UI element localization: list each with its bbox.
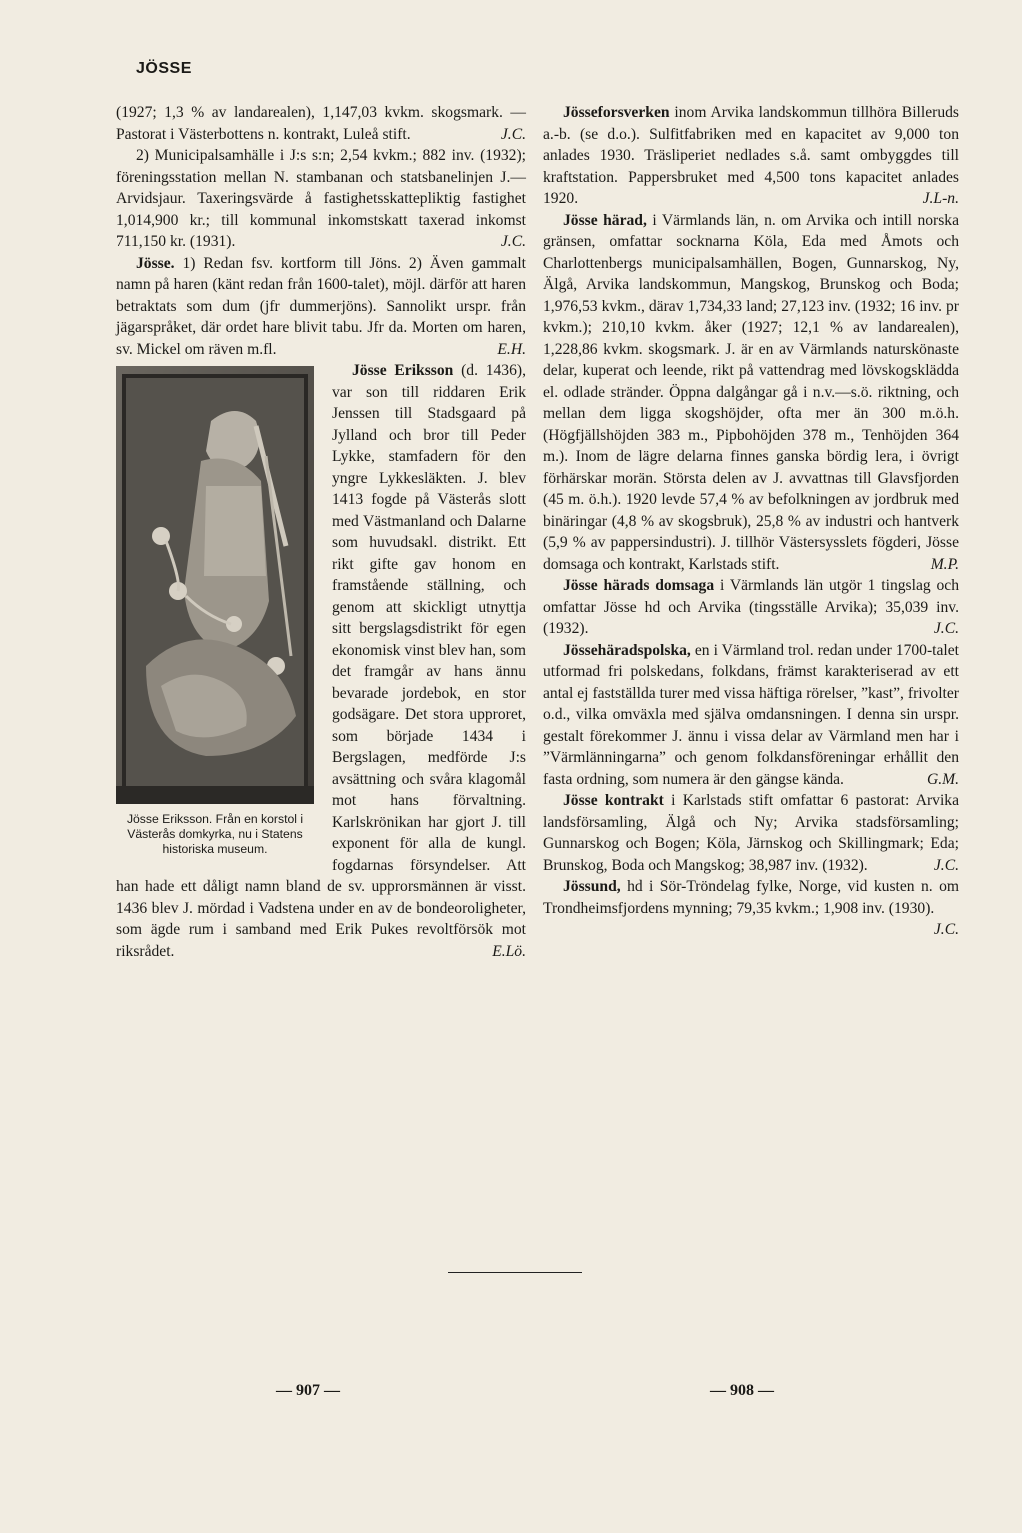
author-signature: M.P. (930, 555, 959, 573)
page-number-left: — 907 — (276, 1382, 340, 1399)
entry-text: i Värmlands län, n. om Arvika och intill norska gränsen, omfattar socknarna Köla, Eda med Åmots och Charlottenbergs municipalsamhällen, Bogen, Gunnarskog, Ny, Älgå, Arvika landskommun, Mangskog, Brunskog och Boda; 1,976,53 kvkm., därav 1,734,33 land; 27,123 inv. (1932; 16 inv. pr kvkm.); 210,10 kvkm. åker (1927; 12,1 % av landarealen), 1,228,86 kvkm. skogsmark. J. är en av Värmlands naturskönaste delar, kuperat och leende, rikt på vattendrag med lövskogsklädda el. odlade stränder. Öppna dalgångar gå i n.v.—s.ö. riktning, och mellan dem ligga skogshöjder, ofta mer än 300 m.ö.h. (Högfjällshöjden 383 m., Pipbohöjden 378 m., Tenhöjden 364 m.). Inom de lägre delarna finnes ganska bördig lera, i övrigt förhärskar morän. Största delen av J. avvattnas till Glavsfjorden (45 m. ö.h.). 1920 levde 57,4 % av befolkningen av jordbruk med binäringar (4,8 % av skogsbruk), 25,8 % av industri och hantverk (5,9 % av pappersindustri). J. tillhör Västersysslets fögderi, Jösse domsaga och kontrakt, Karlstads stift. (543, 211, 960, 573)
entry-text: 1) Redan fsv. kortform till Jöns. 2) Även gammalt namn på haren (känt redan från 1600-talet), möjl. därför att haren betraktats som dum (jfr dummerjöns). Sannolikt urspr. från jägarspråket, där ordet hare blivit tabu. Jfr da. Morten om haren, sv. Mickel om räven m.fl. (116, 254, 526, 358)
author-signature: J.C. (933, 921, 959, 938)
article-entry (543, 790, 959, 876)
left-column (116, 102, 526, 962)
entry-text: (1927; 1,3 % av landarealen), 1,147,03 kvkm. skogsmark. — Pastorat i Västerbottens n. kontrakt, Luleå stift. (116, 104, 526, 143)
entry-text: 2) Municipalsamhälle i J:s s:n; 2,54 kvkm.; 882 inv. (1932); föreningsstation mellan N. stambanan och statsbanelinjen J.—Arvidsjaur. Taxeringsvärde å fastighetsskattepliktig fastighet 1,014,900 kr.; till kommunal inkomstskatt taxerad inkomst 711,150 kr. (1931). (116, 147, 526, 250)
author-signature: E.H. (497, 340, 526, 358)
divider-rule (448, 1272, 582, 1273)
entry-headword: Jösse härads domsaga (563, 577, 715, 594)
article-entry (543, 575, 959, 640)
author-signature: J.C. (933, 620, 959, 637)
running-title: JÖSSE (136, 60, 192, 77)
entry-text: i Karlstads stift omfattar 6 pastorat: Arvika landsförsamling, Älgå och Ny; Arvika stadsförsamling; Gunnarskog och Bogen; Köla, Järnskog och Skillingmark; Eda; Brunskog, Boda och Mangskog; 38,987 inv. (1932). (543, 792, 959, 874)
article-entry (543, 876, 959, 938)
entry-text: inom Arvika landskommun tillhöra Billeruds a.-b. (se d.o.). Sulfitfabriken med en kapacitet av 9,000 ton anlades 1930. Träsliperiet nedlades s.å. samt ombyggdes till kraftstation. Pappersbruket med 4,500 tons kapacitet anlades 1920. (543, 104, 959, 207)
article-entry (116, 102, 526, 145)
article-entry (543, 210, 959, 576)
entry-headword: Jösse. (136, 254, 175, 272)
article-entry (116, 253, 526, 361)
entry-text: en i Värmland trol. redan under 1700-talet utformad fri polskedans, folkdans, främst karakteriserad av ett antal ej fastställda turer med vissa häftiga rörelser, ”kast”, frivolter o.d., vilka omväxla med själva omdansningen. I denna sin urspr. gestalt förekommer J. ännu i vissa delar av Värmland men har i ”Värmlänningarna” och genom folkdansföreningar erhållit den fasta ordning, som numera är den gängse kända. (543, 641, 960, 788)
author-signature: J.C. (933, 856, 959, 874)
article-entry (543, 640, 959, 791)
right-column (543, 102, 959, 941)
figure-caption: Jösse Eriksson. Från en korstol i Västerås domkyrka, nu i Statens historiska museum. (126, 812, 304, 856)
figure-carving (116, 366, 314, 857)
author-signature: E.Lö. (492, 942, 526, 960)
author-signature: J.L-n. (922, 190, 959, 207)
entry-text: i Värmlands län utgör 1 tingslag och omfattar Jösse hd och Arvika (tingsställe Arvika); 35,039 inv. (1932). (543, 577, 959, 637)
entry-headword: Jössehäradspolska, (563, 641, 691, 659)
entry-headword: Jösse härad, (563, 211, 647, 229)
page-number-right: — 908 — (710, 1382, 774, 1399)
author-signature: J.C. (500, 125, 526, 143)
entry-headword: Jösse kontrakt (563, 792, 664, 809)
article-entry (543, 102, 959, 210)
entry-headword: Jösseforsverken (563, 104, 670, 121)
entry-text: hd i Sör-Tröndelag fylke, Norge, vid kusten n. om Trondheimsfjordens mynning; 79,35 kvkm.; 1,908 inv. (1930). (543, 878, 959, 917)
entry-headword: Jösse Eriksson (352, 362, 454, 379)
carving-image (116, 366, 314, 804)
author-signature: J.C. (500, 233, 526, 250)
author-signature: G.M. (926, 770, 959, 788)
entry-headword: Jössund, (563, 878, 621, 895)
entry-text: (d. 1436), var son till riddaren Erik Jenssen till Stadsgaard på Jylland och bror till Peder Lykke, stamfadern för den yngre Lykkesläkten. J. blev 1413 fogde på Västerås slott med Västmanland och Dalarne som huvudsakl. distrikt. Ett rikt gifte gav honom en framstående ställning, och genom att skickligt utnyttja sitt bergslagsdistrikt för egen ekonomisk vinst blev han, som det framgår av hans ännu bevarade jordebok, en stor godsägare. Det stora upproret, som började 1434 i Bergslagen, medförde J:s avsättning och svåra klagomål mot hans förvaltning. Karlskrönikan har gjort J. till exponent för alla de kungl. fogdarnas försyndelser. Att han hade ett dåligt namn bland de sv. upprorsmännen är visst. 1436 blev J. mördad i Vadstena under en av de bondeoroligheter, som ägde rum i samband med Erik Pukes revoltförsök mot riksrådet. (116, 362, 526, 960)
article-entry (116, 145, 526, 253)
